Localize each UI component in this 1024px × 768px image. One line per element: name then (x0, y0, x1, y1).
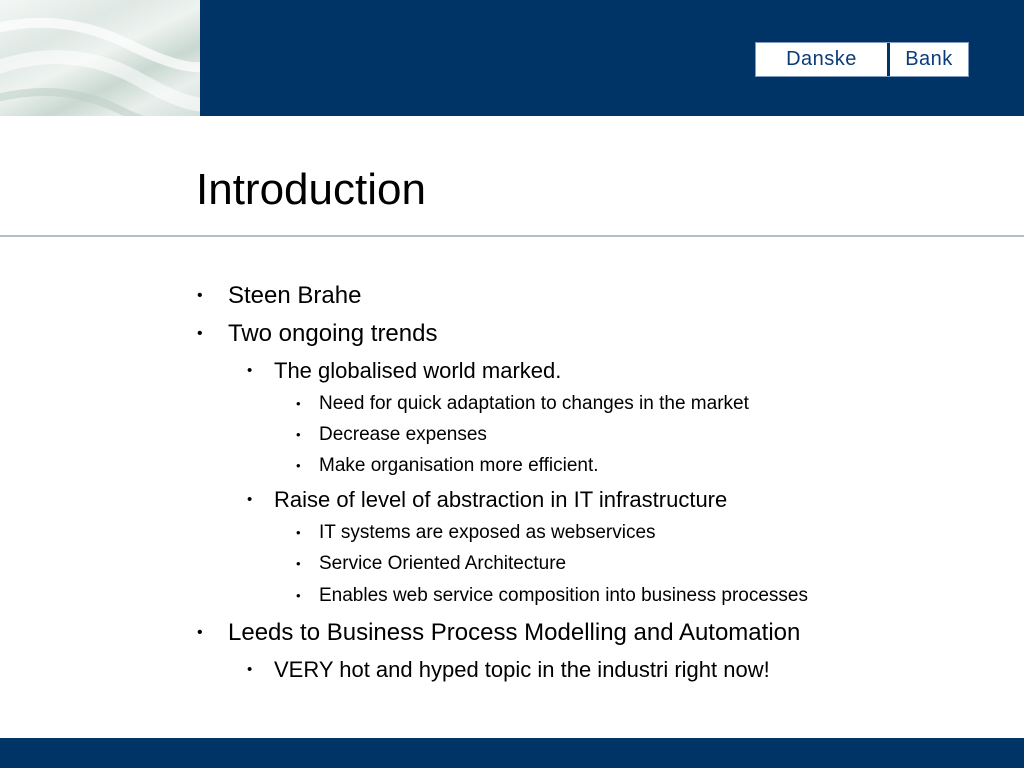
bullet-text: VERY hot and hyped topic in the industri right now! (274, 657, 770, 682)
bullet-text: Enables web service composition into business processes (319, 585, 808, 606)
bullet-text: Leeds to Business Process Modelling and Automation (228, 619, 801, 646)
bullet-text: Raise of level of abstraction in IT infrastructure (274, 487, 728, 512)
bullet-icon: • (296, 525, 301, 540)
bullet-icon: • (296, 588, 301, 603)
bullet-text: The globalised world marked. (274, 358, 562, 383)
bullet-text: Make organisation more efficient. (319, 455, 599, 476)
danske-bank-logo (755, 42, 969, 77)
logo-danske-text: Danske (756, 43, 887, 76)
bullet-text: IT systems are exposed as webservices (319, 522, 656, 543)
bullet-text: Decrease expenses (319, 424, 487, 445)
swirl-graphic-icon (0, 0, 200, 116)
bullet-icon: • (296, 427, 301, 442)
bullet-icon: • (296, 556, 301, 571)
logo-bank-text: Bank (890, 43, 968, 76)
bullet-text: Steen Brahe (228, 282, 362, 309)
bullet-icon: • (197, 624, 203, 641)
bullet-icon: • (247, 491, 253, 508)
footer-band (0, 738, 1024, 768)
slide-title: Introduction (196, 165, 426, 214)
bullet-icon: • (197, 325, 203, 342)
header-decorative-image (0, 0, 200, 116)
bullet-text: Need for quick adaptation to changes in the market (319, 393, 749, 414)
bullet-icon: • (296, 458, 301, 473)
bullet-icon: • (247, 661, 253, 678)
bullet-text: Two ongoing trends (228, 320, 438, 347)
bullet-icon: • (296, 396, 301, 411)
bullet-icon: • (247, 362, 253, 379)
title-divider (0, 235, 1024, 237)
bullet-icon: • (197, 287, 203, 304)
bullet-text: Service Oriented Architecture (319, 553, 567, 574)
